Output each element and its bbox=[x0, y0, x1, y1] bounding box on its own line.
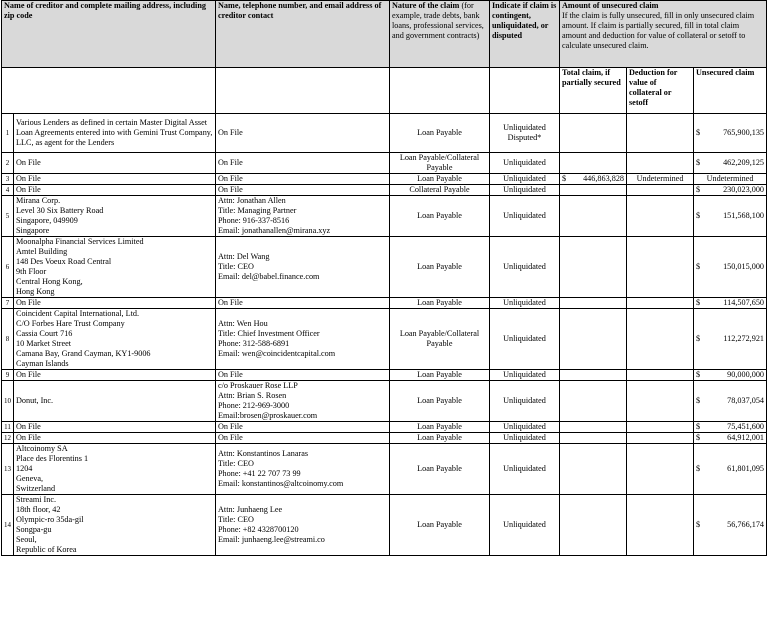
currency-symbol: $ bbox=[562, 174, 567, 183]
row-number: 4 bbox=[2, 185, 14, 196]
total-claim bbox=[560, 114, 627, 153]
creditor-name bbox=[14, 495, 216, 556]
creditor-name bbox=[14, 185, 216, 196]
claim-nature bbox=[390, 370, 490, 381]
contact-line: Email:brosen@proskauer.com bbox=[218, 411, 318, 420]
total-claim bbox=[560, 444, 627, 495]
claim-status bbox=[490, 433, 560, 444]
total-claim bbox=[560, 298, 627, 309]
indicate-line: Unliquidated bbox=[503, 520, 546, 529]
row-number: 9 bbox=[2, 370, 14, 381]
name-line: Olympic-ro 35da-gil bbox=[16, 515, 84, 524]
contact-line: Email: junhaeng.lee@streami.co bbox=[218, 535, 325, 544]
nature-line: Loan Payable bbox=[417, 211, 462, 220]
name-line: Central Hong Kong, bbox=[16, 277, 83, 286]
row-number: 3 bbox=[2, 174, 14, 185]
creditor-contact bbox=[216, 174, 390, 185]
table-row bbox=[2, 237, 767, 298]
nature-line: Loan Payable bbox=[417, 174, 462, 183]
table-row bbox=[2, 185, 767, 196]
total-claim bbox=[560, 381, 627, 422]
contact-line: Email: jonathanallen@mirana.xyz bbox=[218, 226, 331, 235]
creditor-contact bbox=[216, 153, 390, 174]
deduction-value: Undetermined bbox=[627, 174, 694, 185]
currency-symbol: $ bbox=[696, 370, 701, 379]
unsecured-claim bbox=[694, 309, 767, 370]
contact-line: Title: Managing Partner bbox=[218, 206, 297, 215]
indicate-line: Unliquidated bbox=[503, 185, 546, 194]
nature-line: Loan Payable bbox=[417, 433, 462, 442]
contact-line: Attn: Junhaeng Lee bbox=[218, 505, 283, 514]
unsecured-claim bbox=[694, 298, 767, 309]
deduction-value bbox=[627, 153, 694, 174]
unsecured-claim-value: 230,023,000 bbox=[723, 185, 765, 194]
header-creditor-name: Name of creditor and complete mailing address, including zip code bbox=[2, 1, 216, 68]
creditor-contact bbox=[216, 196, 390, 237]
table-row bbox=[2, 444, 767, 495]
unsecured-claim-value: 56,766,174 bbox=[727, 520, 765, 529]
indicate-line: Unliquidated bbox=[503, 396, 546, 405]
nature-line: Loan Payable bbox=[417, 520, 462, 529]
claim-status bbox=[490, 309, 560, 370]
indicate-line: Unliquidated bbox=[503, 433, 546, 442]
total-claim bbox=[560, 433, 627, 444]
unsecured-claim bbox=[694, 370, 767, 381]
header-unsecured-claim: Unsecured claim bbox=[694, 68, 767, 114]
header-amount-unsecured: Amount of unsecured claim If the claim is fully unsecured, fill in only unsecured claim amount. If claim is partially secured, fill in total claim amount and deduction for value of collateral or setoff to calculate unsecured claim. bbox=[560, 1, 767, 68]
indicate-line: Unliquidated bbox=[503, 370, 546, 379]
claim-nature bbox=[390, 381, 490, 422]
deduction-value bbox=[627, 422, 694, 433]
row-number: 12 bbox=[2, 433, 14, 444]
name-line: On File bbox=[16, 174, 41, 183]
table-row bbox=[2, 174, 767, 185]
creditor-name bbox=[14, 174, 216, 185]
deduction-value bbox=[627, 237, 694, 298]
creditor-name bbox=[14, 153, 216, 174]
name-line: 1204 bbox=[16, 464, 33, 473]
currency-symbol: $ bbox=[696, 298, 701, 307]
total-claim bbox=[560, 174, 627, 185]
currency-symbol: $ bbox=[696, 396, 701, 405]
deduction-value bbox=[627, 370, 694, 381]
table-row bbox=[2, 153, 767, 174]
contact-line: On File bbox=[218, 185, 243, 194]
name-line: On File bbox=[16, 370, 41, 379]
claim-nature bbox=[390, 196, 490, 237]
claim-nature bbox=[390, 153, 490, 174]
name-line: Moonalpha Financial Services Limited bbox=[16, 237, 144, 246]
row-number: 5 bbox=[2, 196, 14, 237]
contact-line: Attn: Del Wang bbox=[218, 252, 270, 261]
creditor-name bbox=[14, 422, 216, 433]
header-total-claim: Total claim, if partially secured bbox=[560, 68, 627, 114]
total-claim-value: 446,863,828 bbox=[583, 174, 624, 183]
indicate-line: Unliquidated bbox=[503, 298, 546, 307]
claim-status bbox=[490, 370, 560, 381]
unsecured-claim-value: 151,568,100 bbox=[723, 211, 765, 220]
total-claim bbox=[560, 422, 627, 433]
deduction-value bbox=[627, 196, 694, 237]
claim-status bbox=[490, 381, 560, 422]
indicate-line: Unliquidated bbox=[503, 123, 546, 132]
unsecured-claim bbox=[694, 153, 767, 174]
contact-line: Phone: +41 22 707 73 99 bbox=[218, 469, 301, 478]
currency-symbol: $ bbox=[696, 464, 701, 473]
indicate-line: Unliquidated bbox=[503, 174, 546, 183]
row-number: 6 bbox=[2, 237, 14, 298]
name-line: On File bbox=[16, 298, 41, 307]
header-spacer bbox=[490, 68, 560, 114]
creditor-contact bbox=[216, 114, 390, 153]
total-claim bbox=[560, 185, 627, 196]
row-number: 13 bbox=[2, 444, 14, 495]
claim-status bbox=[490, 196, 560, 237]
table-row bbox=[2, 309, 767, 370]
name-line: Various Lenders as defined in certain Master Digital Asset Loan Agreements entered into with Gemini Trust Company, LLC, as agent for the Lenders bbox=[16, 118, 213, 147]
name-line: Cayman Islands bbox=[16, 359, 69, 368]
contact-line: Title: CEO bbox=[218, 515, 254, 524]
claim-status bbox=[490, 422, 560, 433]
creditor-contact bbox=[216, 237, 390, 298]
contact-line: Phone: 916-337-8516 bbox=[218, 216, 290, 225]
name-line: 10 Market Street bbox=[16, 339, 72, 348]
currency-symbol: $ bbox=[696, 433, 701, 442]
row-number: 8 bbox=[2, 309, 14, 370]
contact-line: Title: Chief Investment Officer bbox=[218, 329, 320, 338]
contact-line: On File bbox=[218, 158, 243, 167]
indicate-line: Unliquidated bbox=[503, 464, 546, 473]
claim-status bbox=[490, 185, 560, 196]
claim-status bbox=[490, 298, 560, 309]
creditor-contact bbox=[216, 444, 390, 495]
name-line: 148 Des Voeux Road Central bbox=[16, 257, 112, 266]
unsecured-claim bbox=[694, 237, 767, 298]
name-line: Songpa-gu bbox=[16, 525, 52, 534]
indicate-line: Disputed* bbox=[507, 133, 542, 142]
unsecured-claim-value: 112,272,921 bbox=[723, 334, 765, 343]
table-row bbox=[2, 298, 767, 309]
nature-line: Collateral Payable bbox=[409, 185, 470, 194]
header-nature-of-claim: Nature of the claim (for example, trade debts, bank loans, professional services, and government contracts) bbox=[390, 1, 490, 68]
currency-symbol: $ bbox=[696, 520, 701, 529]
contact-line: Attn: Jonathan Allen bbox=[218, 196, 286, 205]
unsecured-claim-value: 90,000,000 bbox=[727, 370, 765, 379]
nature-line: Loan Payable bbox=[417, 128, 462, 137]
deduction-value bbox=[627, 298, 694, 309]
creditor-contact bbox=[216, 185, 390, 196]
deduction-value bbox=[627, 444, 694, 495]
contact-line: Attn: Brian S. Rosen bbox=[218, 391, 287, 400]
header-deduction: Deduction for value of collateral or setoff bbox=[627, 68, 694, 114]
table-row bbox=[2, 422, 767, 433]
claim-nature bbox=[390, 114, 490, 153]
contact-line: Phone: +82 4328700120 bbox=[218, 525, 299, 534]
row-number: 2 bbox=[2, 153, 14, 174]
claim-status bbox=[490, 114, 560, 153]
total-claim bbox=[560, 495, 627, 556]
nature-line: Loan Payable/Collateral bbox=[399, 153, 480, 162]
nature-line: Loan Payable bbox=[417, 298, 462, 307]
header-spacer bbox=[390, 68, 490, 114]
claim-nature bbox=[390, 433, 490, 444]
indicate-line: Unliquidated bbox=[503, 211, 546, 220]
name-line: On File bbox=[16, 433, 41, 442]
name-line: Hong Kong bbox=[16, 287, 55, 296]
claim-nature bbox=[390, 422, 490, 433]
name-line: Level 30 Six Battery Road bbox=[16, 206, 104, 215]
nature-line: Loan Payable bbox=[417, 422, 462, 431]
deduction-value bbox=[627, 433, 694, 444]
indicate-line: Unliquidated bbox=[503, 422, 546, 431]
creditor-contact bbox=[216, 298, 390, 309]
contact-line: Title: CEO bbox=[218, 459, 254, 468]
contact-line: Email: del@babel.finance.com bbox=[218, 272, 320, 281]
creditor-name bbox=[14, 114, 216, 153]
unsecured-claim-value: 462,209,125 bbox=[723, 158, 765, 167]
claim-nature bbox=[390, 444, 490, 495]
claim-status bbox=[490, 237, 560, 298]
total-claim bbox=[560, 370, 627, 381]
deduction-value bbox=[627, 114, 694, 153]
nature-line: Loan Payable bbox=[417, 396, 462, 405]
claim-nature bbox=[390, 174, 490, 185]
creditor-contact bbox=[216, 309, 390, 370]
creditor-contact bbox=[216, 433, 390, 444]
name-line: 9th Floor bbox=[16, 267, 47, 276]
header-spacer bbox=[2, 68, 216, 114]
table-row bbox=[2, 495, 767, 556]
name-line: C/O Forbes Hare Trust Company bbox=[16, 319, 125, 328]
currency-symbol: $ bbox=[696, 185, 701, 194]
creditor-contact bbox=[216, 370, 390, 381]
creditor-name bbox=[14, 444, 216, 495]
indicate-line: Unliquidated bbox=[503, 334, 546, 343]
claim-status bbox=[490, 174, 560, 185]
creditors-table bbox=[1, 0, 767, 556]
row-number: 14 bbox=[2, 495, 14, 556]
creditor-name bbox=[14, 298, 216, 309]
creditor-name bbox=[14, 196, 216, 237]
claim-status bbox=[490, 444, 560, 495]
row-number: 10 bbox=[2, 381, 14, 422]
name-line: Switzerland bbox=[16, 484, 56, 493]
table-row bbox=[2, 370, 767, 381]
unsecured-claim-value: 150,015,000 bbox=[723, 262, 765, 271]
creditor-name bbox=[14, 237, 216, 298]
deduction-value bbox=[627, 495, 694, 556]
creditor-contact bbox=[216, 495, 390, 556]
nature-line: Payable bbox=[426, 163, 453, 172]
contact-line: On File bbox=[218, 433, 243, 442]
table-row bbox=[2, 114, 767, 153]
name-line: Cassia Court 716 bbox=[16, 329, 73, 338]
creditor-name bbox=[14, 309, 216, 370]
contact-line: c/o Proskauer Rose LLP bbox=[218, 381, 298, 390]
unsecured-claim bbox=[694, 422, 767, 433]
contact-line: Phone: 312-588-6891 bbox=[218, 339, 290, 348]
unsecured-claim bbox=[694, 185, 767, 196]
contact-line: On File bbox=[218, 298, 243, 307]
claim-nature bbox=[390, 237, 490, 298]
total-claim bbox=[560, 237, 627, 298]
name-line: Seoul, bbox=[16, 535, 37, 544]
name-line: Singapore, 049909 bbox=[16, 216, 78, 225]
contact-line: On File bbox=[218, 174, 243, 183]
unsecured-claim bbox=[694, 196, 767, 237]
row-number: 7 bbox=[2, 298, 14, 309]
name-line: 18th floor, 42 bbox=[16, 505, 61, 514]
header-spacer bbox=[216, 68, 390, 114]
claim-nature bbox=[390, 495, 490, 556]
name-line: Altcoinomy SA bbox=[16, 444, 68, 453]
table-row bbox=[2, 196, 767, 237]
contact-line: On File bbox=[218, 128, 243, 137]
name-line: On File bbox=[16, 185, 41, 194]
currency-symbol: $ bbox=[696, 334, 701, 343]
name-line: Geneva, bbox=[16, 474, 44, 483]
contact-line: Attn: Wen Hou bbox=[218, 319, 268, 328]
name-line: Streami Inc. bbox=[16, 495, 57, 504]
name-line: Amtel Building bbox=[16, 247, 68, 256]
name-line: On File bbox=[16, 158, 41, 167]
creditor-contact bbox=[216, 381, 390, 422]
table-row bbox=[2, 433, 767, 444]
name-line: Donut, Inc. bbox=[16, 396, 54, 405]
unsecured-claim: Undetermined bbox=[694, 174, 767, 185]
claim-nature bbox=[390, 298, 490, 309]
table-row bbox=[2, 381, 767, 422]
nature-line: Loan Payable bbox=[417, 370, 462, 379]
currency-symbol: $ bbox=[696, 262, 701, 271]
name-line: Place des Florentins 1 bbox=[16, 454, 89, 463]
currency-symbol: $ bbox=[696, 211, 701, 220]
contact-line: On File bbox=[218, 422, 243, 431]
contact-line: Email: wen@coincidentcapital.com bbox=[218, 349, 336, 358]
unsecured-claim-value: 64,912,001 bbox=[727, 433, 765, 442]
claim-status bbox=[490, 153, 560, 174]
name-line: Republic of Korea bbox=[16, 545, 77, 554]
name-line: Singapore bbox=[16, 226, 50, 235]
header-indicate-contingent: Indicate if claim is contingent, unliquidated, or disputed bbox=[490, 1, 560, 68]
creditor-name bbox=[14, 433, 216, 444]
creditor-contact bbox=[216, 422, 390, 433]
unsecured-claim bbox=[694, 114, 767, 153]
contact-line: Title: CEO bbox=[218, 262, 254, 271]
unsecured-claim-value: 61,801,095 bbox=[727, 464, 765, 473]
unsecured-claim bbox=[694, 433, 767, 444]
claim-status bbox=[490, 495, 560, 556]
row-number: 11 bbox=[2, 422, 14, 433]
row-number: 1 bbox=[2, 114, 14, 153]
unsecured-claim-value: 114,507,650 bbox=[723, 298, 765, 307]
name-line: Camana Bay, Grand Cayman, KY1-9006 bbox=[16, 349, 151, 358]
deduction-value bbox=[627, 185, 694, 196]
creditor-name bbox=[14, 381, 216, 422]
unsecured-claim bbox=[694, 495, 767, 556]
currency-symbol: $ bbox=[696, 422, 701, 431]
unsecured-claim bbox=[694, 444, 767, 495]
currency-symbol: $ bbox=[696, 128, 701, 137]
contact-line: Email: konstantinos@altcoinomy.com bbox=[218, 479, 344, 488]
claim-nature bbox=[390, 309, 490, 370]
header-creditor-contact: Name, telephone number, and email address of creditor contact bbox=[216, 1, 390, 68]
nature-line: Loan Payable bbox=[417, 464, 462, 473]
unsecured-claim bbox=[694, 381, 767, 422]
currency-symbol: $ bbox=[696, 158, 701, 167]
name-line: Mirana Corp. bbox=[16, 196, 61, 205]
unsecured-claim-value: 765,900,135 bbox=[723, 128, 765, 137]
contact-line: Attn: Konstantinos Lanaras bbox=[218, 449, 309, 458]
unsecured-claim-value: 78,037,054 bbox=[727, 396, 765, 405]
indicate-line: Unliquidated bbox=[503, 158, 546, 167]
name-line: On File bbox=[16, 422, 41, 431]
nature-line: Payable bbox=[426, 339, 453, 348]
deduction-value bbox=[627, 309, 694, 370]
indicate-line: Unliquidated bbox=[503, 262, 546, 271]
total-claim bbox=[560, 196, 627, 237]
creditor-name bbox=[14, 370, 216, 381]
nature-line: Loan Payable bbox=[417, 262, 462, 271]
contact-line: Phone: 212-969-3000 bbox=[218, 401, 290, 410]
total-claim bbox=[560, 153, 627, 174]
deduction-value bbox=[627, 381, 694, 422]
claim-nature bbox=[390, 185, 490, 196]
contact-line: On File bbox=[218, 370, 243, 379]
total-claim bbox=[560, 309, 627, 370]
creditor-rows bbox=[2, 114, 767, 556]
nature-line: Loan Payable/Collateral bbox=[399, 329, 480, 338]
name-line: Coincident Capital International, Ltd. bbox=[16, 309, 140, 318]
unsecured-claim-value: 75,451,600 bbox=[727, 422, 765, 431]
